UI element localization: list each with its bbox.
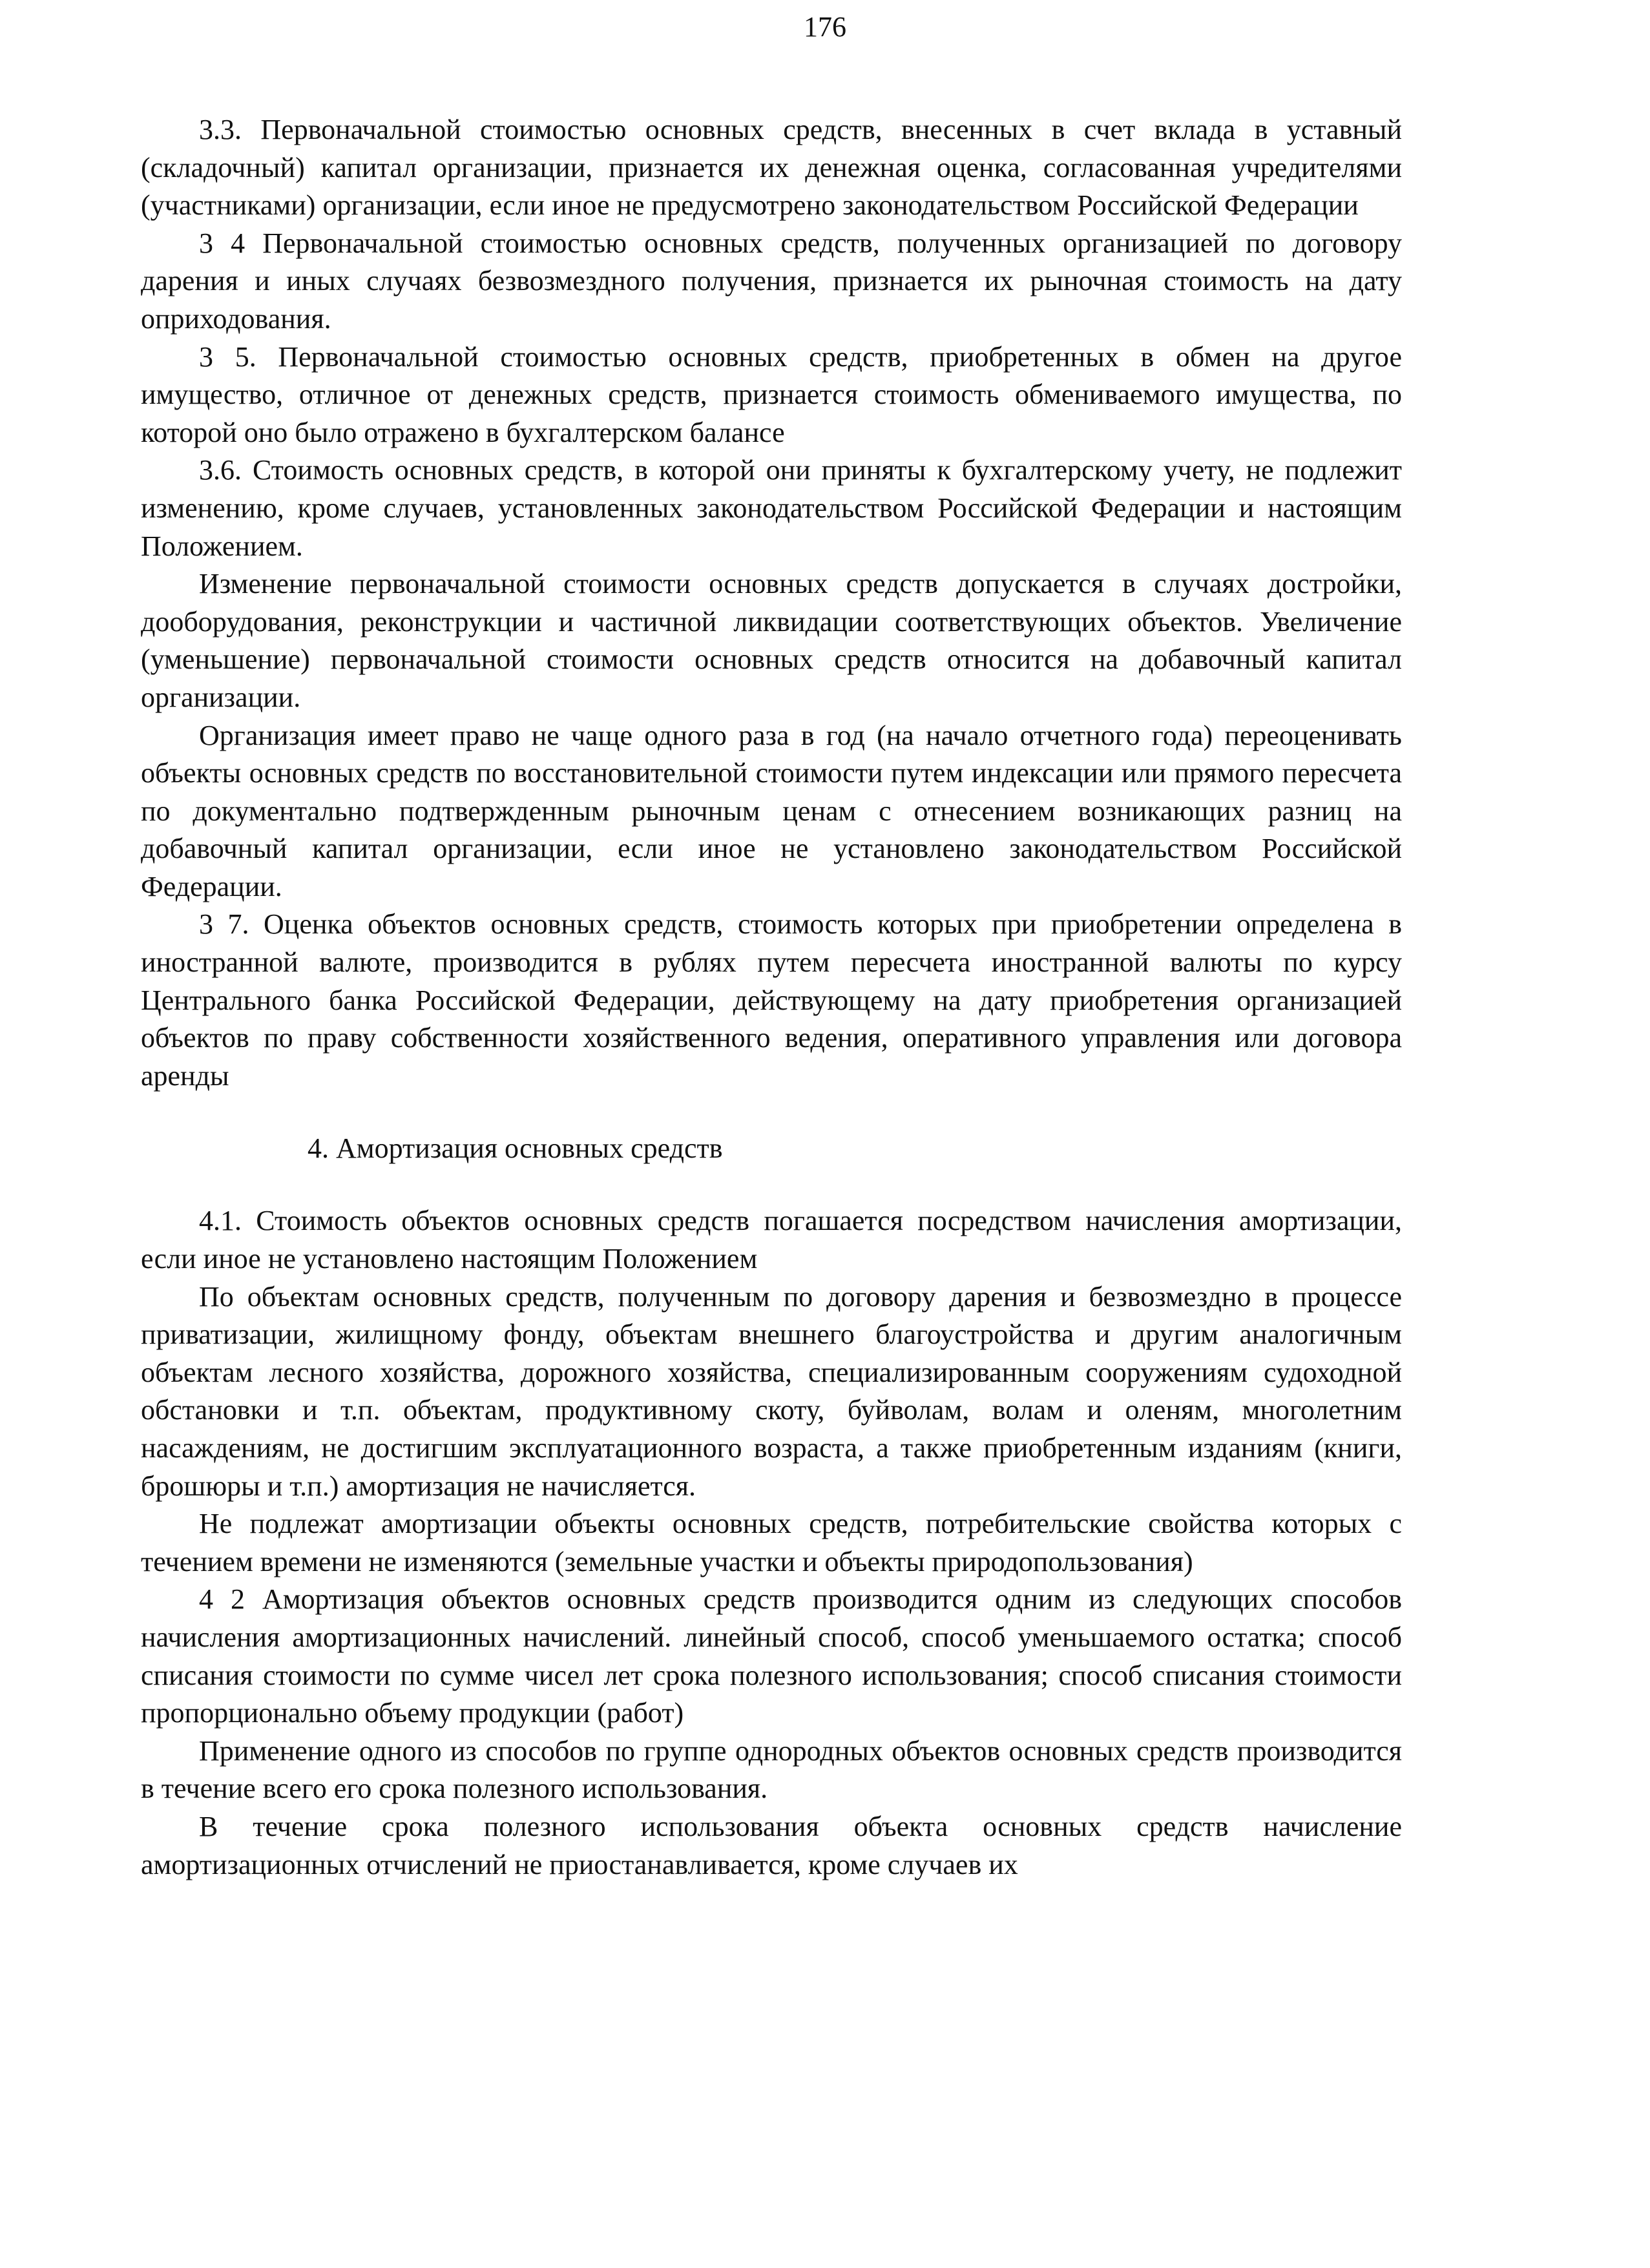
document-body	[141, 111, 1402, 1884]
paragraph-3-7: 3 7. Оценка объектов основных средств, стоимость которых при приобретении определена в иностранной валюте, производится в рублях путем пересчета иностранной валюты по курсу Центрального банка Российской Федерации, действующему на дату приобретения организацией объектов по праву собственности хозяйственного ведения, оперативного управления или договора аренды	[141, 908, 1402, 1092]
paragraph-3-3: 3.3. Первоначальной стоимостью основных средств, внесенных в счет вклада в уставный (складочный) капитал организации, признается их денежная оценка, согласованная учредителями (участниками) организации, если иное не предусмотрено законодательством Российской Федерации	[141, 114, 1402, 222]
paragraph-3-6: 3.6. Стоимость основных средств, в которой они приняты к бухгалтерскому учету, не подлежит изменению, кроме случаев, установленных законодательством Российской Федерации и настоящим Положением.	[141, 454, 1402, 562]
paragraph-no-depreciation: По объектам основных средств, полученным по договору дарения и безвозмездно в процессе приватизации, жилищному фонду, объектам внешнего благоустройства и другим аналогичным объектам лесного хозяйства, дорожного хозяйства, специализированным сооружениям судоходной обстановки и т.п. объектам, продуктивному скоту, буйволам, волам и оленям, многолетним насаждениям, не достигшим эксплуатационного возраста, а также приобретенным изданиям (книги, брошюры и т.п.) амортизация не начисляется.	[141, 1280, 1402, 1502]
section-heading: 4. Амортизация основных средств	[308, 1132, 723, 1165]
paragraph-cost-change: Изменение первоначальной стоимости основных средств допускается в случаях достройки, дооборудования, реконструкции и частичной ликвидации соответствующих объектов. Увеличение (уменьшение) первоначальной стоимости основных средств относится на добавочный капитал организации.	[141, 568, 1402, 713]
paragraph-3-4: 3 4 Первоначальной стоимостью основных средств, полученных организацией по договору дарения и иных случаях безвозмездного получения, признается их рыночная стоимость на дату оприходования.	[141, 227, 1402, 335]
paragraph-not-subject: Не подлежат амортизации объекты основных средств, потребительские свойства которых с течением времени не изменяются (земельные участки и объекты природопользования)	[141, 1508, 1402, 1577]
paragraph-method-application: Применение одного из способов по группе однородных объектов основных средств производится в течение всего его срока полезного использования.	[141, 1734, 1402, 1805]
paragraph-4-2: 4 2 Амортизация объектов основных средств производится одним из следующих способов начисления амортизационных начислений. линейный способ, способ уменьшаемого остатка; способ списания стоимости по сумме чисел лет срока полезного использования; способ списания стоимости пропорционально объему продукции (работ)	[141, 1583, 1402, 1729]
paragraph-4-1: 4.1. Стоимость объектов основных средств погашается посредством начисления амортизации, если иное не установлено настоящим Положением	[141, 1205, 1402, 1275]
paragraph-useful-life: В течение срока полезного использования объекта основных средств начисление амортизационных отчислений не приостанавливается, кроме случаев их	[141, 1810, 1402, 1880]
paragraph-3-5: 3 5. Первоначальной стоимостью основных средств, приобретенных в обмен на другое имущество, отличное от денежных средств, признается стоимость обмениваемого имущества, по которой оно было отражено в бухгалтерском балансе	[141, 340, 1402, 448]
paragraph-revaluation: Организация имеет право не чаще одного раза в год (на начало отчетного года) переоценивать объекты основных средств по восстановительной стоимости путем индексации или прямого пересчета по документально подтвержденным рыночным ценам с отнесением возникающих разниц на добавочный капитал организации, если иное не установлено законодательством Российской Федерации.	[141, 719, 1402, 902]
page-number: 176	[804, 11, 846, 43]
